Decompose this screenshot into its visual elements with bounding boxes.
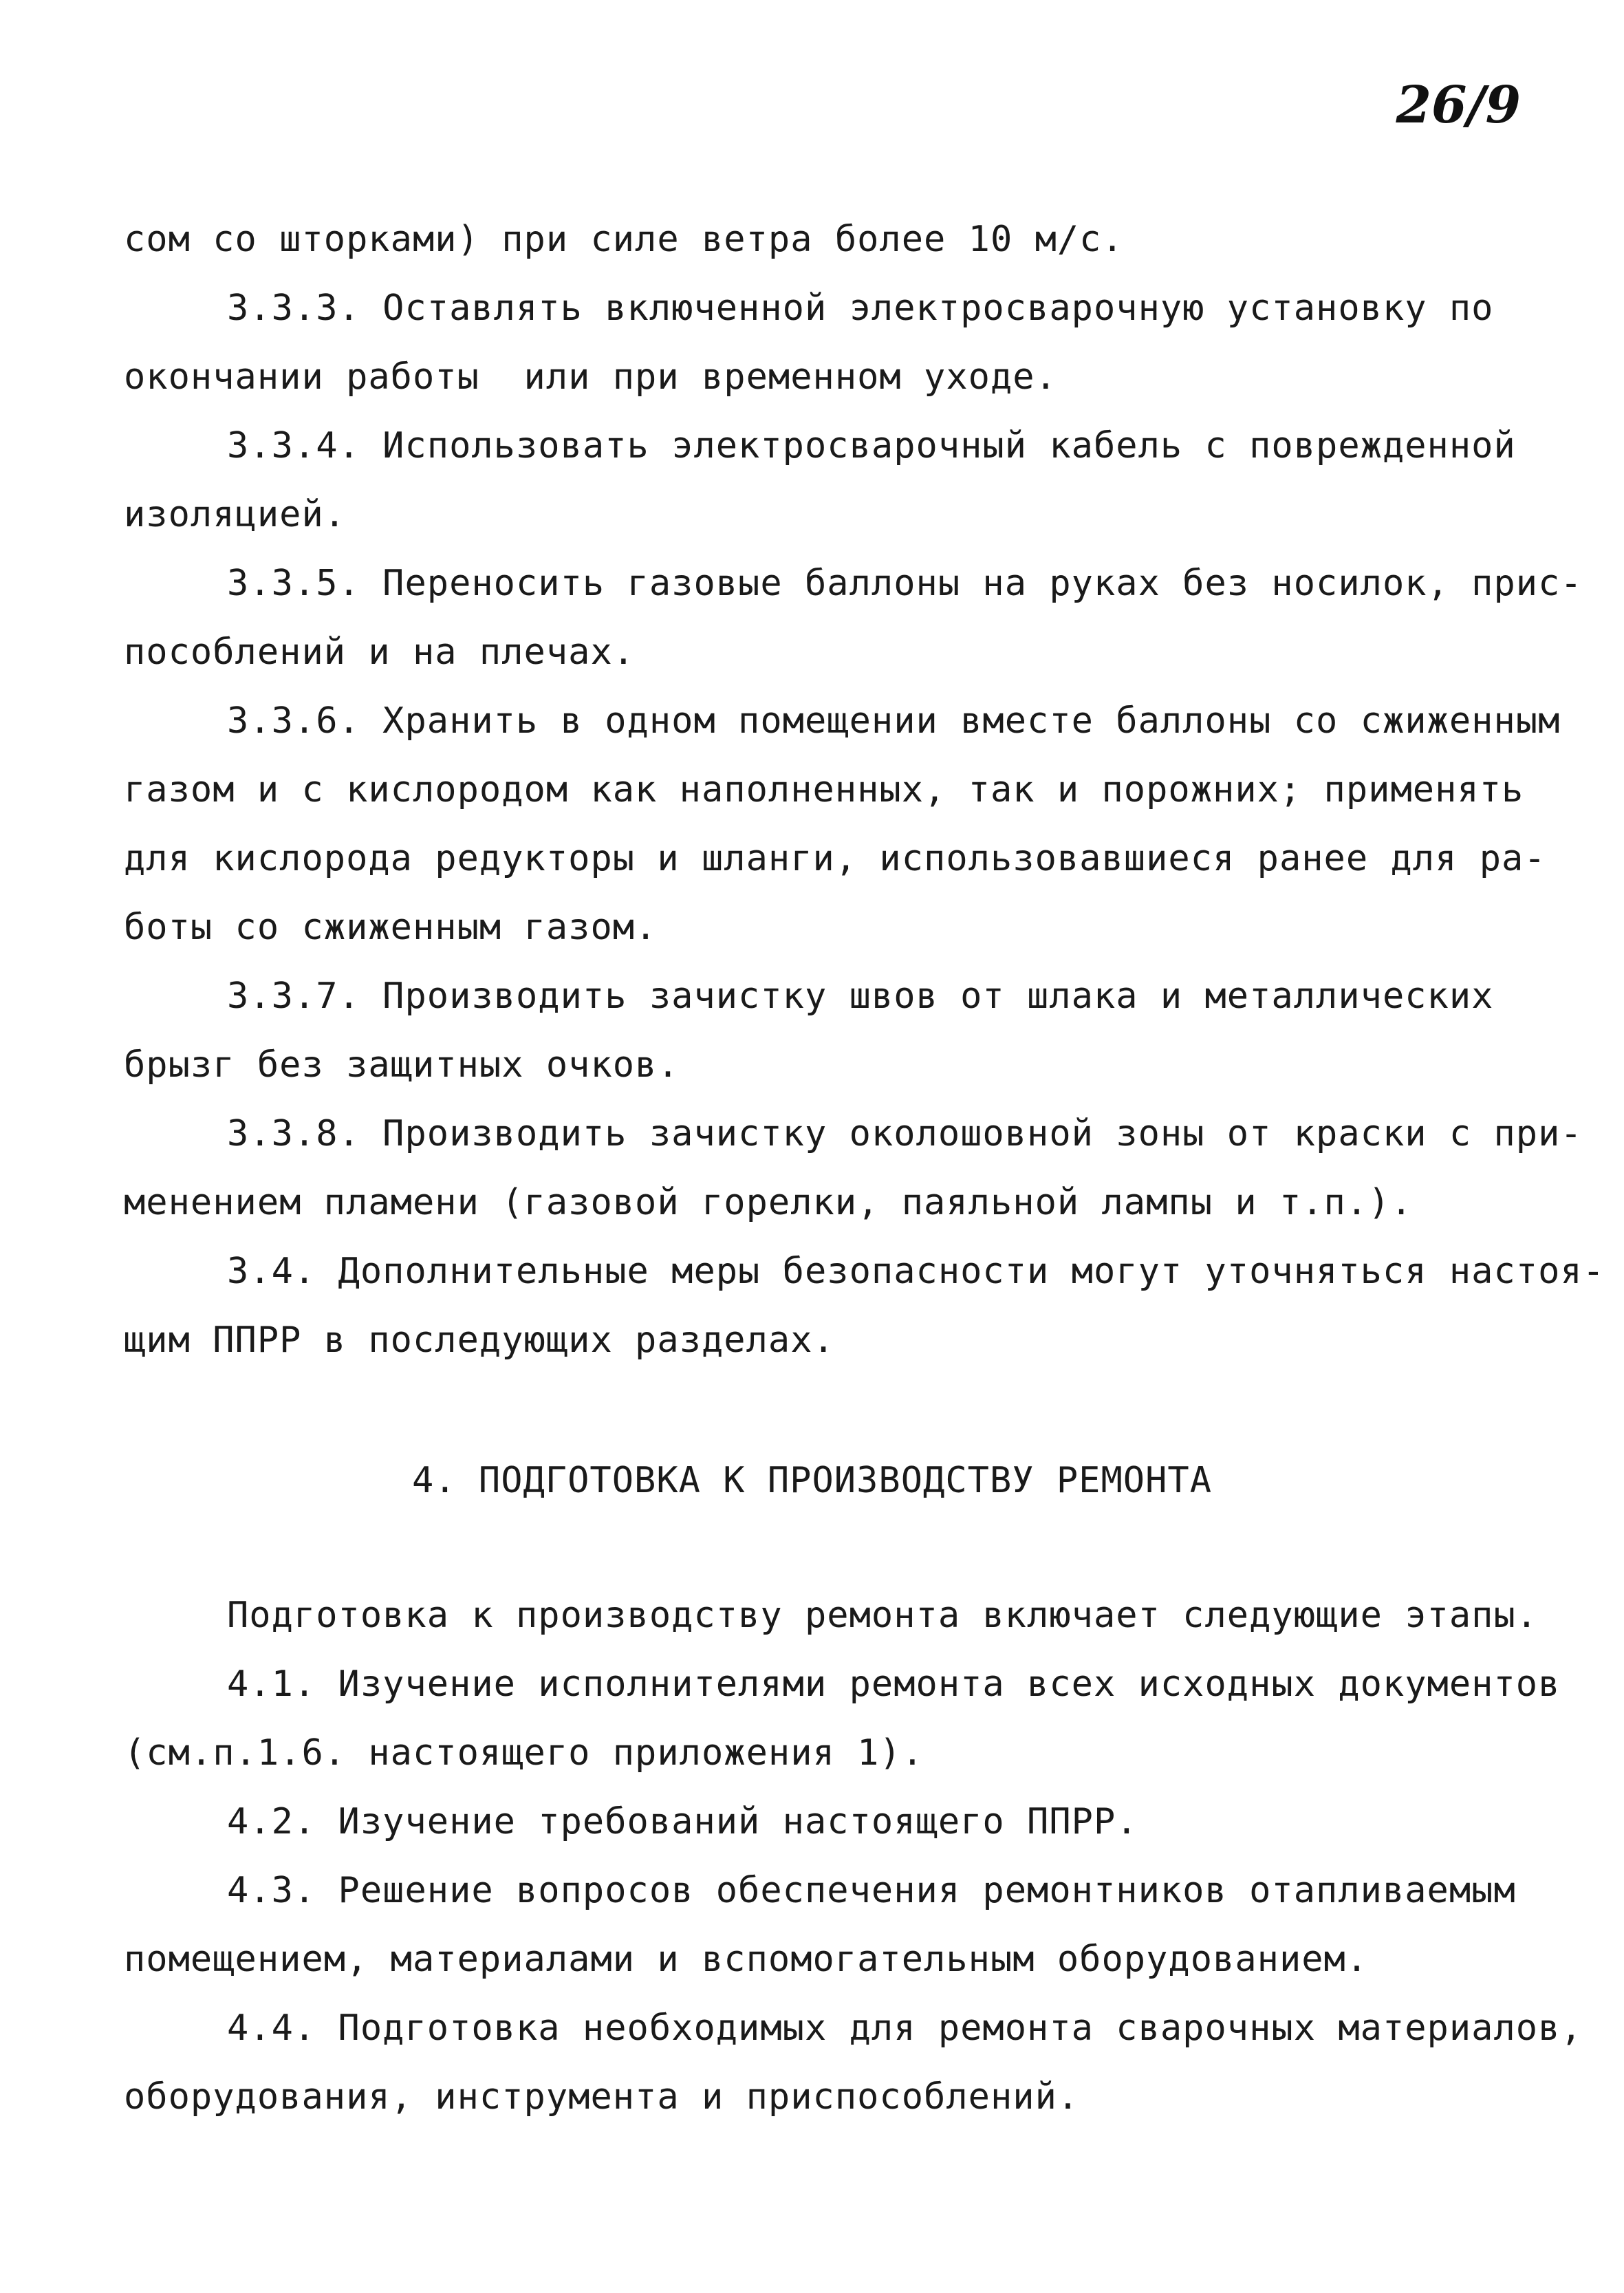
section-heading: 4. ПОДГОТОВКА К ПРОИЗВОДСТВУ РЕМОНТА: [411, 1460, 1213, 1501]
text-line: окончании работы или при временном уходе.: [124, 356, 1057, 398]
text-line: 4.3. Решение вопросов обеспечения ремонтников отапливаемым: [227, 1870, 1516, 1911]
text-line: 3.3.4. Использовать электросварочный кабель с поврежденной: [227, 425, 1516, 466]
text-line: Подготовка к производству ремонта включает следующие этапы.: [227, 1595, 1539, 1636]
text-line: (см.п.1.6. настоящего приложения 1).: [124, 1732, 924, 1774]
text-line: 3.3.5. Переносить газовые баллоны на руках без носилок, прис-: [227, 563, 1583, 604]
text-line: 3.3.8. Производить зачистку околошовной зоны от краски с при-: [227, 1113, 1583, 1154]
text-line: 3.4. Дополнительные меры безопасности могут уточняться настоя-: [227, 1251, 1605, 1292]
text-line: 3.3.3. Оставлять включенной электросварочную установку по: [227, 288, 1494, 329]
text-line: изоляцией.: [124, 494, 347, 535]
text-line: менением пламени (газовой горелки, паяльной лампы и т.п.).: [124, 1182, 1413, 1223]
text-line: боты со сжиженным газом.: [124, 907, 658, 948]
text-line: 3.3.6. Хранить в одном помещении вместе баллоны со сжиженным: [227, 700, 1561, 742]
text-line: сом со шторками) при силе ветра более 10 м/с.: [124, 219, 1124, 260]
page-number: 26/9: [1396, 76, 1521, 135]
text-line: 4.4. Подготовка необходимых для ремонта сварочных материалов,: [227, 2007, 1583, 2049]
text-line: оборудования, инструмента и приспособлений.: [124, 2076, 1080, 2118]
text-line: 4.1. Изучение исполнителями ремонта всех исходных документов: [227, 1664, 1561, 1705]
text-line: брызг без защитных очков.: [124, 1044, 680, 1086]
text-line: 3.3.7. Производить зачистку швов от шлака и металлических: [227, 976, 1494, 1017]
text-line: помещением, материалами и вспомогательным оборудованием.: [124, 1939, 1369, 1980]
text-line: для кислорода редукторы и шланги, использовавшиеся ранее для ра-: [124, 838, 1546, 879]
text-line: пособлений и на плечах.: [124, 632, 636, 673]
text-line: щим ППРР в последующих разделах.: [124, 1320, 835, 1361]
text-line: газом и с кислородом как наполненных, так и порожних; применять: [124, 769, 1524, 810]
text-line: 4.2. Изучение требований настоящего ППРР.: [227, 1801, 1138, 1842]
